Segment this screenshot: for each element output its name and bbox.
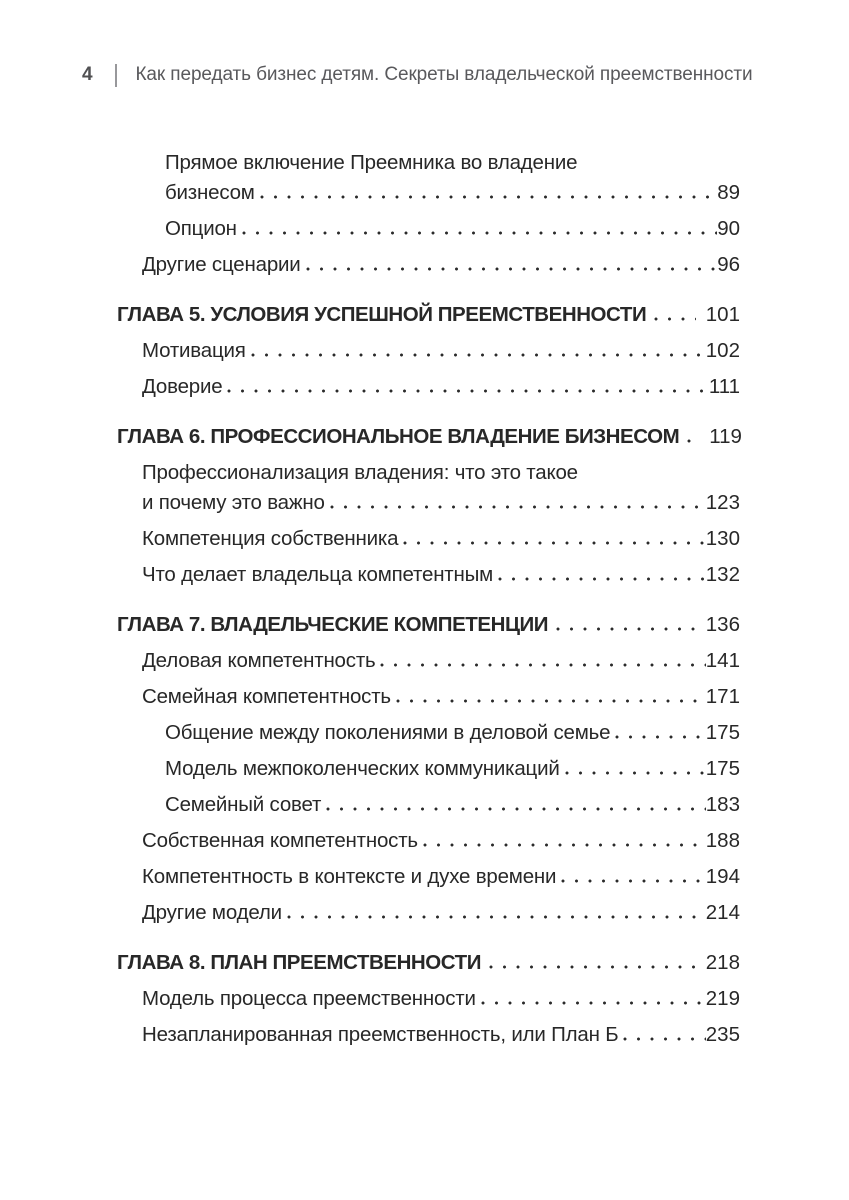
dot-leader [489,965,696,969]
toc-entry [117,898,740,928]
dot-leader [251,353,706,357]
toc-entry-page-number: 136 [705,613,740,636]
table-of-contents [117,148,740,1056]
dot-leader [565,771,706,775]
toc-entry-title: ГЛАВА 7. ВЛАДЕЛЬЧЕСКИЕ КОМПЕТЕНЦИИ [117,613,549,636]
toc-entry-title: ГЛАВА 8. ПЛАН ПРЕЕМСТВЕННОСТИ [117,951,481,974]
toc-entry-page-number: 214 [705,901,740,924]
toc-entry-title-line: Профессионализация владения: что это такое [142,461,578,484]
dot-leader [306,267,718,271]
page-header [82,63,789,87]
toc-entry-leader-row [142,862,740,892]
toc-entry-leader-row [165,754,740,784]
toc-entry [117,682,740,712]
toc-chapter-entry [117,300,740,330]
toc-entry-leader-row [117,300,740,330]
dot-leader [287,915,706,919]
toc-entry-title: Опцион [165,217,237,240]
toc-entry-page-number: 90 [717,217,740,240]
folio-page-number: 4 [82,64,93,85]
toc-entry-leader-row [142,984,740,1014]
dot-leader [423,843,706,847]
toc-entry-leader-row [142,646,740,676]
toc-entry-page-number: 194 [705,865,740,888]
toc-entry-page-number: 101 [705,303,740,326]
toc-entry [117,1020,740,1050]
toc-entry-leader-row [142,1020,740,1050]
toc-entry-leader-row [117,610,740,640]
toc-entry-page-number: 89 [717,181,740,204]
toc-entry-page-number: 132 [705,563,740,586]
toc-entry-title: Компетентность в контексте и духе времени [142,865,557,888]
toc-chapter-entry [117,948,740,978]
toc-entry-page-number: 175 [705,757,740,780]
dot-leader [227,389,708,393]
dot-leader [330,505,706,509]
dot-leader [380,663,705,667]
toc-entry-title: Общение между поколениями в деловой семье [165,721,611,744]
toc-entry-leader-row [165,214,740,244]
dot-leader [242,231,717,235]
dot-leader [260,195,717,199]
toc-entry-page-number: 188 [705,829,740,852]
toc-entry-page-number: 123 [705,491,740,514]
dot-leader [481,1001,706,1005]
toc-entry-leader-row [117,948,740,978]
dot-leader [326,807,706,811]
toc-entry-page-number: 171 [705,685,740,708]
toc-entry [117,754,740,784]
toc-entry-page-number: 141 [705,649,740,672]
toc-entry-title: ГЛАВА 6. ПРОФЕССИОНАЛЬНОЕ ВЛАДЕНИЕ БИЗНЕСОМ [117,425,680,448]
toc-entry [117,646,740,676]
toc-entry-page-number: 219 [705,987,740,1010]
toc-entry-title: Компетенция собственника [142,527,399,550]
dot-leader [654,317,696,321]
toc-entry-page-number: 175 [705,721,740,744]
toc-entry-leader-row [142,826,740,856]
toc-entry [117,718,740,748]
toc-entry [117,826,740,856]
toc-entry-leader-row [142,682,740,712]
running-book-title: Как передать бизнес детям. Секреты владельческой преемственности [135,64,753,85]
toc-entry-leader-row [165,178,740,208]
toc-entry [117,790,740,820]
dot-leader [403,541,705,545]
toc-entry-page-number: 235 [705,1023,740,1046]
toc-entry-title: и почему это важно [142,491,325,514]
toc-entry-leader-row [165,790,740,820]
toc-entry-leader-row [142,560,740,590]
toc-chapter-entry [117,422,740,452]
toc-entry-title: Модель межпоколенческих коммуникаций [165,757,560,780]
toc-entry-leader-row [117,422,740,452]
dot-leader [623,1037,705,1041]
toc-entry-title: Незапланированная преемственность, или План Б [142,1023,619,1046]
dot-leader [556,627,696,631]
toc-entry-title: Модель процесса преемственности [142,987,476,1010]
toc-entry-page-number: 119 [709,425,742,448]
toc-entry-page-number: 102 [705,339,740,362]
toc-entry-page-number: 218 [705,951,740,974]
header-divider [115,64,117,87]
toc-entry-leader-row [142,336,740,366]
toc-chapter-entry [117,610,740,640]
toc-entry [117,250,740,280]
toc-entry-leader-row [142,250,740,280]
toc-entry-title: Доверие [142,375,223,398]
toc-entry-title: Собственная компетентность [142,829,418,852]
toc-entry [117,862,740,892]
toc-entry-leader-row [142,372,740,402]
toc-entry [117,336,740,366]
dot-leader [396,699,706,703]
toc-entry-title: Семейная компетентность [142,685,391,708]
dot-leader [498,577,706,581]
toc-entry-title: Что делает владельца компетентным [142,563,494,586]
toc-entry-title: Другие сценарии [142,253,301,276]
toc-entry [117,560,740,590]
toc-entry-title: Другие модели [142,901,282,924]
toc-entry-title: Деловая компетентность [142,649,376,672]
toc-entry [117,984,740,1014]
toc-entry-leader-row [165,718,740,748]
toc-entry-page-number: 96 [717,253,740,276]
toc-entry [117,372,740,402]
toc-entry [117,524,740,554]
toc-entry-leader-row [142,898,740,928]
toc-entry-page-number: 183 [705,793,740,816]
toc-entry [117,458,740,518]
toc-entry-title: бизнесом [165,181,255,204]
toc-entry-title-line: Прямое включение Преемника во владение [165,151,578,174]
toc-entry [117,148,740,208]
toc-entry-leader-row [142,524,740,554]
toc-entry-title: ГЛАВА 5. УСЛОВИЯ УСПЕШНОЙ ПРЕЕМСТВЕННОСТИ [117,303,647,326]
toc-entry-title: Мотивация [142,339,246,362]
dot-leader [615,735,705,739]
dot-leader [561,879,706,883]
toc-entry-leader-row [142,488,740,518]
toc-entry-page-number: 130 [705,527,740,550]
toc-entry [117,214,740,244]
toc-entry-title: Семейный совет [165,793,322,816]
toc-entry-page-number: 111 [708,375,740,398]
dot-leader [687,439,699,443]
